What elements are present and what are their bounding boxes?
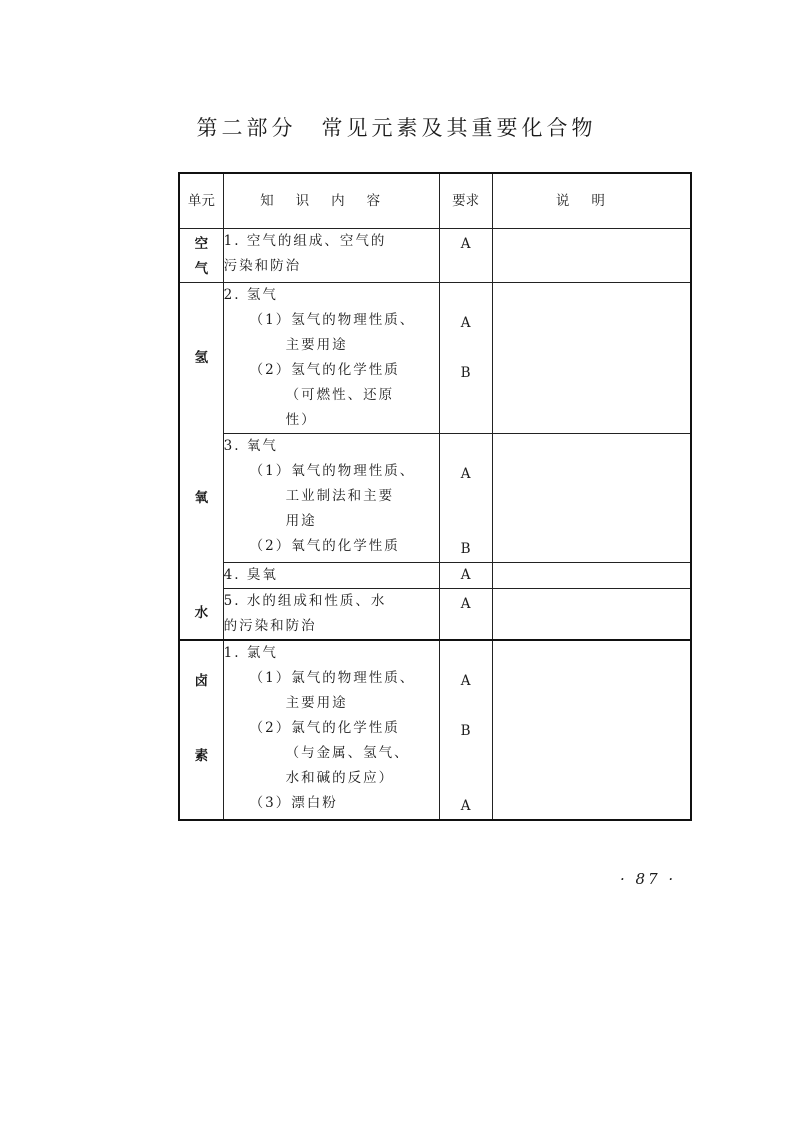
knowledge-cell: 1. 空气的组成、空气的 污染和防治 (223, 229, 439, 283)
requirement-cell: A B (439, 434, 492, 563)
knowledge-cell: 2. 氢气 （1）氢气的物理性质、 主要用途 （2）氢气的化学性质 （可燃性、还原 性） (223, 283, 439, 434)
note-cell (492, 229, 691, 283)
table-row (179, 640, 691, 820)
header-unit (179, 173, 223, 229)
unit-air: 空 气 (179, 229, 223, 283)
header-requirement: 要求 (439, 173, 492, 229)
table-row (179, 589, 691, 641)
unit-oxygen: 氧 (179, 434, 223, 563)
knowledge-cell: 5. 水的组成和性质、水 的污染和防治 (223, 589, 439, 641)
note-cell (492, 283, 691, 434)
table-row (179, 434, 691, 563)
unit-hydrogen: 氢 (179, 283, 223, 434)
knowledge-cell: 3. 氧气 （1）氧气的物理性质、 工业制法和主要 用途 （2）氧气的化学性质 (223, 434, 439, 563)
unit-halogen: 卤 素 (179, 640, 223, 820)
unit-ozone-spacer (179, 563, 223, 589)
note-cell (492, 640, 691, 820)
table-row (179, 563, 691, 589)
table-row (179, 229, 691, 283)
requirement-cell: A B (439, 283, 492, 434)
requirement-cell: A (439, 589, 492, 641)
header-knowledge: 知识内容 (223, 173, 439, 229)
note-cell (492, 563, 691, 589)
page-title: 第二部分 常见元素及其重要化合物 (196, 116, 597, 140)
knowledge-cell: 1. 氯气 （1）氯气的物理性质、 主要用途 （2）氯气的化学性质 （与金属、氢气、 水和碱的反应） （3）漂白粉 (223, 640, 439, 820)
note-cell (492, 434, 691, 563)
knowledge-table (178, 172, 692, 821)
header-note: 说明 (492, 173, 691, 229)
table-row (179, 283, 691, 434)
page-number: · 87 · (620, 870, 677, 888)
requirement-cell: A (439, 229, 492, 283)
table-header-row (179, 173, 691, 229)
header-unit-label: 单元 (187, 193, 215, 209)
knowledge-cell: 4. 臭氧 (223, 563, 439, 589)
note-cell (492, 589, 691, 641)
requirement-cell: A B A (439, 640, 492, 820)
requirement-cell: A (439, 563, 492, 589)
unit-water: 水 (179, 589, 223, 641)
